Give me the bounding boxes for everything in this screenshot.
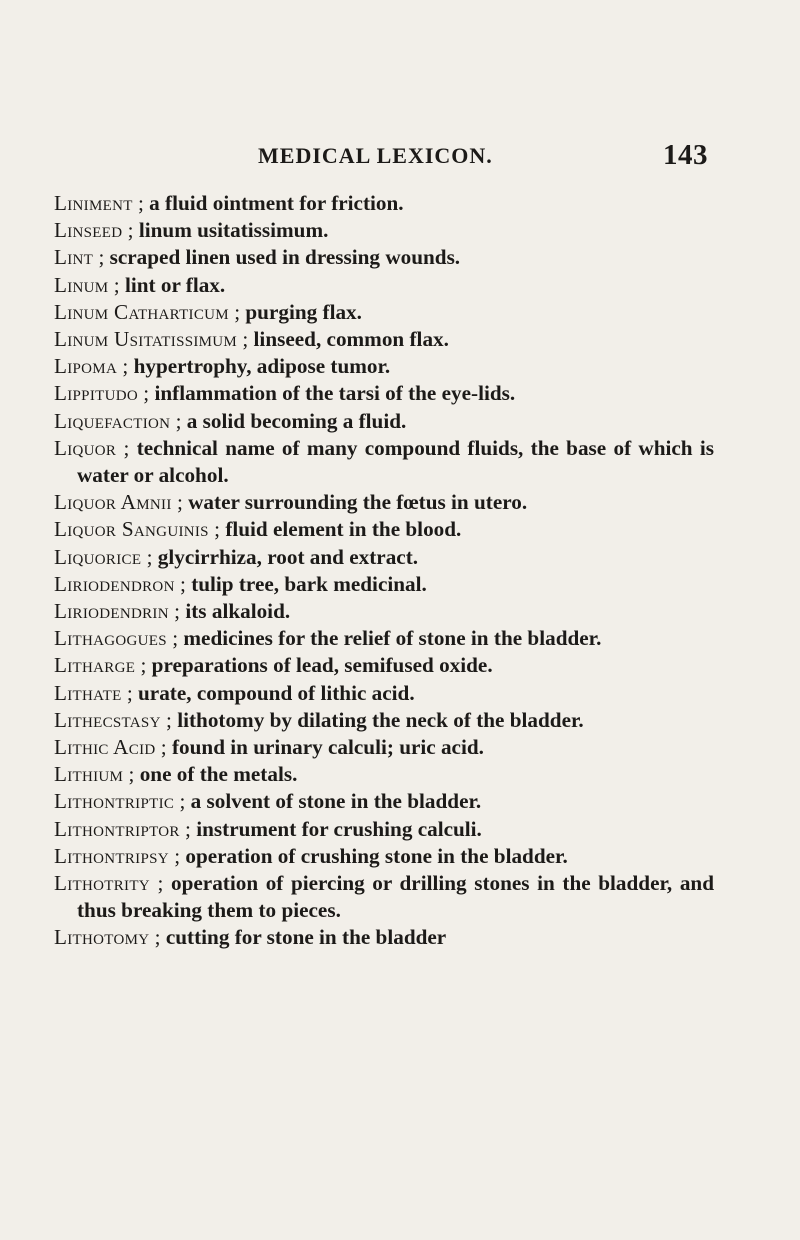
lexicon-entry <box>54 625 714 652</box>
entry-definition: a fluid ointment for friction. <box>149 191 404 215</box>
entry-term: Litharge <box>54 653 136 678</box>
entry-term: Lithotomy <box>54 925 150 950</box>
entry-separator: ; <box>141 544 158 569</box>
lexicon-entry <box>54 516 714 543</box>
lexicon-entry <box>54 272 714 299</box>
entry-definition: inflammation of the tarsi of the eye-lids. <box>154 381 516 406</box>
entry-term: Liquor <box>54 435 117 460</box>
entry-definition: lithotomy by dilating the neck of the bladder. <box>177 707 584 732</box>
lexicon-entry <box>54 924 714 951</box>
entry-separator: ; <box>160 707 178 732</box>
entry-definition: hypertrophy, adipose tumor. <box>133 354 391 379</box>
entry-separator: ; <box>166 626 184 651</box>
entry-definition: purging flax. <box>245 299 362 324</box>
running-title: MEDICAL LEXICON. <box>258 143 493 168</box>
entry-definition: medicines for the relief of stone in the bladder. <box>183 626 602 651</box>
lexicon-entry <box>54 843 714 870</box>
page-number: 143 <box>663 139 708 171</box>
lexicon-entry <box>54 489 714 516</box>
lexicon-entry <box>54 707 714 734</box>
lexicon-entry <box>54 816 714 843</box>
lexicon-entry <box>54 190 714 217</box>
entry-term: Liquor Sanguinis <box>54 517 209 542</box>
entry-term: Linum <box>54 272 109 297</box>
running-head <box>258 139 708 179</box>
entry-separator: ; <box>135 653 152 678</box>
entry-term: Lithontripsy <box>54 843 169 868</box>
entry-separator: ; <box>123 762 140 787</box>
lexicon-entry <box>54 353 714 380</box>
entry-definition: a solvent of stone in the bladder. <box>190 789 482 814</box>
entry-definition: instrument for crushing calculi. <box>196 816 482 841</box>
lexicon-entry <box>54 734 714 761</box>
entry-definition: one of the metals. <box>139 762 298 787</box>
entry-term: Lint <box>54 245 94 270</box>
lexicon-entry <box>54 380 714 407</box>
entry-term: Linum Catharticum <box>54 299 229 324</box>
entry-term: Lithic Acid <box>54 735 156 760</box>
lexicon-entry <box>54 408 714 435</box>
entry-separator: ; <box>137 381 155 406</box>
entry-separator: ; <box>116 435 137 460</box>
entry-separator: ; <box>179 816 197 841</box>
entry-term: Lipoma <box>54 354 118 379</box>
lexicon-entry <box>54 870 714 924</box>
entry-definition: tulip tree, bark medicinal. <box>191 571 427 596</box>
entry-definition: technical name of many compound fluids, the base of which is water or alcohol. <box>77 435 714 488</box>
entry-term: Linum Usitatissimum <box>54 327 238 352</box>
entry-term: Lithontriptic <box>54 789 175 814</box>
lexicon-entry <box>54 652 714 679</box>
entry-term: Lithecstasy <box>54 707 161 732</box>
entry-definition: water surrounding the fœtus in utero. <box>188 490 528 515</box>
entry-term: Liquor Amnii <box>54 490 172 515</box>
entry-definition: found in urinary calculi; uric acid. <box>171 735 484 760</box>
entry-definition: linum usitatissimum. <box>138 218 329 243</box>
entry-separator: ; <box>208 517 226 542</box>
entry-definition: fluid element in the blood. <box>225 517 462 542</box>
entry-separator: ; <box>228 299 246 324</box>
entry-separator: ; <box>149 925 166 950</box>
entry-separator: ; <box>170 408 187 433</box>
entry-term: Lithagogues <box>54 626 167 651</box>
entry-definition: its alkaloid. <box>185 599 291 624</box>
entry-term: Lithium <box>54 762 124 787</box>
entry-term: Linseed <box>54 218 123 243</box>
entry-separator: ; <box>108 272 125 297</box>
lexicon-entry <box>54 761 714 788</box>
entry-definition: urate, compound of lithic acid. <box>138 680 415 705</box>
lexicon-entry <box>54 680 714 707</box>
entry-term: Liquorice <box>54 544 142 569</box>
lexicon-entry <box>54 571 714 598</box>
entry-definition: scraped linen used in dressing wounds. <box>109 245 461 270</box>
entry-term: Liriodendrin <box>54 599 169 624</box>
entry-term: Lithontriptor <box>54 816 180 841</box>
entry-separator: ; <box>149 871 172 896</box>
lexicon-entry <box>54 435 714 489</box>
entry-term: Liriodendron <box>54 571 175 596</box>
entry-definition: preparations of lead, semifused oxide. <box>151 653 493 678</box>
entry-separator: ; <box>155 735 172 760</box>
entry-separator: ; <box>174 571 192 596</box>
entry-definition: cutting for stone in the bladder <box>165 925 447 950</box>
lexicon-entry <box>54 326 714 353</box>
entry-term: Lithotrity <box>54 871 150 896</box>
lexicon-entry <box>54 244 714 271</box>
entry-term: Liquefaction <box>54 408 171 433</box>
entry-separator: ; <box>93 245 110 270</box>
entry-separator: ; <box>121 680 139 705</box>
lexicon-entry <box>54 544 714 571</box>
entry-separator: ; <box>237 327 254 352</box>
entry-definition: operation of piercing or drilling stones in the bladder, and thus breaking them to pieces. <box>77 871 714 923</box>
lexicon-entry <box>54 788 714 815</box>
entry-separator: ; <box>168 843 186 868</box>
entry-separator: ; <box>168 599 186 624</box>
entry-separator: ; <box>174 789 191 814</box>
entry-separator: ; <box>122 218 139 243</box>
entry-separator: ; <box>171 490 189 515</box>
lexicon-entry <box>54 217 714 244</box>
entry-definition: lint or flax. <box>124 272 226 297</box>
entry-separator: ; <box>117 354 134 379</box>
entry-term: Liniment <box>54 191 133 215</box>
entry-definition: glycirrhiza, root and extract. <box>157 544 419 569</box>
entry-separator: ; <box>132 191 150 215</box>
entry-term: Lippitudo <box>54 381 138 406</box>
lexicon-entry <box>54 299 714 326</box>
lexicon-entry <box>54 598 714 625</box>
entry-definition: linseed, common flax. <box>253 327 449 352</box>
entry-term: Lithate <box>54 680 122 705</box>
entry-definition: operation of crushing stone in the bladder. <box>185 843 568 868</box>
entry-definition: a solid becoming a fluid. <box>186 408 407 433</box>
lexicon-entries <box>54 190 714 952</box>
